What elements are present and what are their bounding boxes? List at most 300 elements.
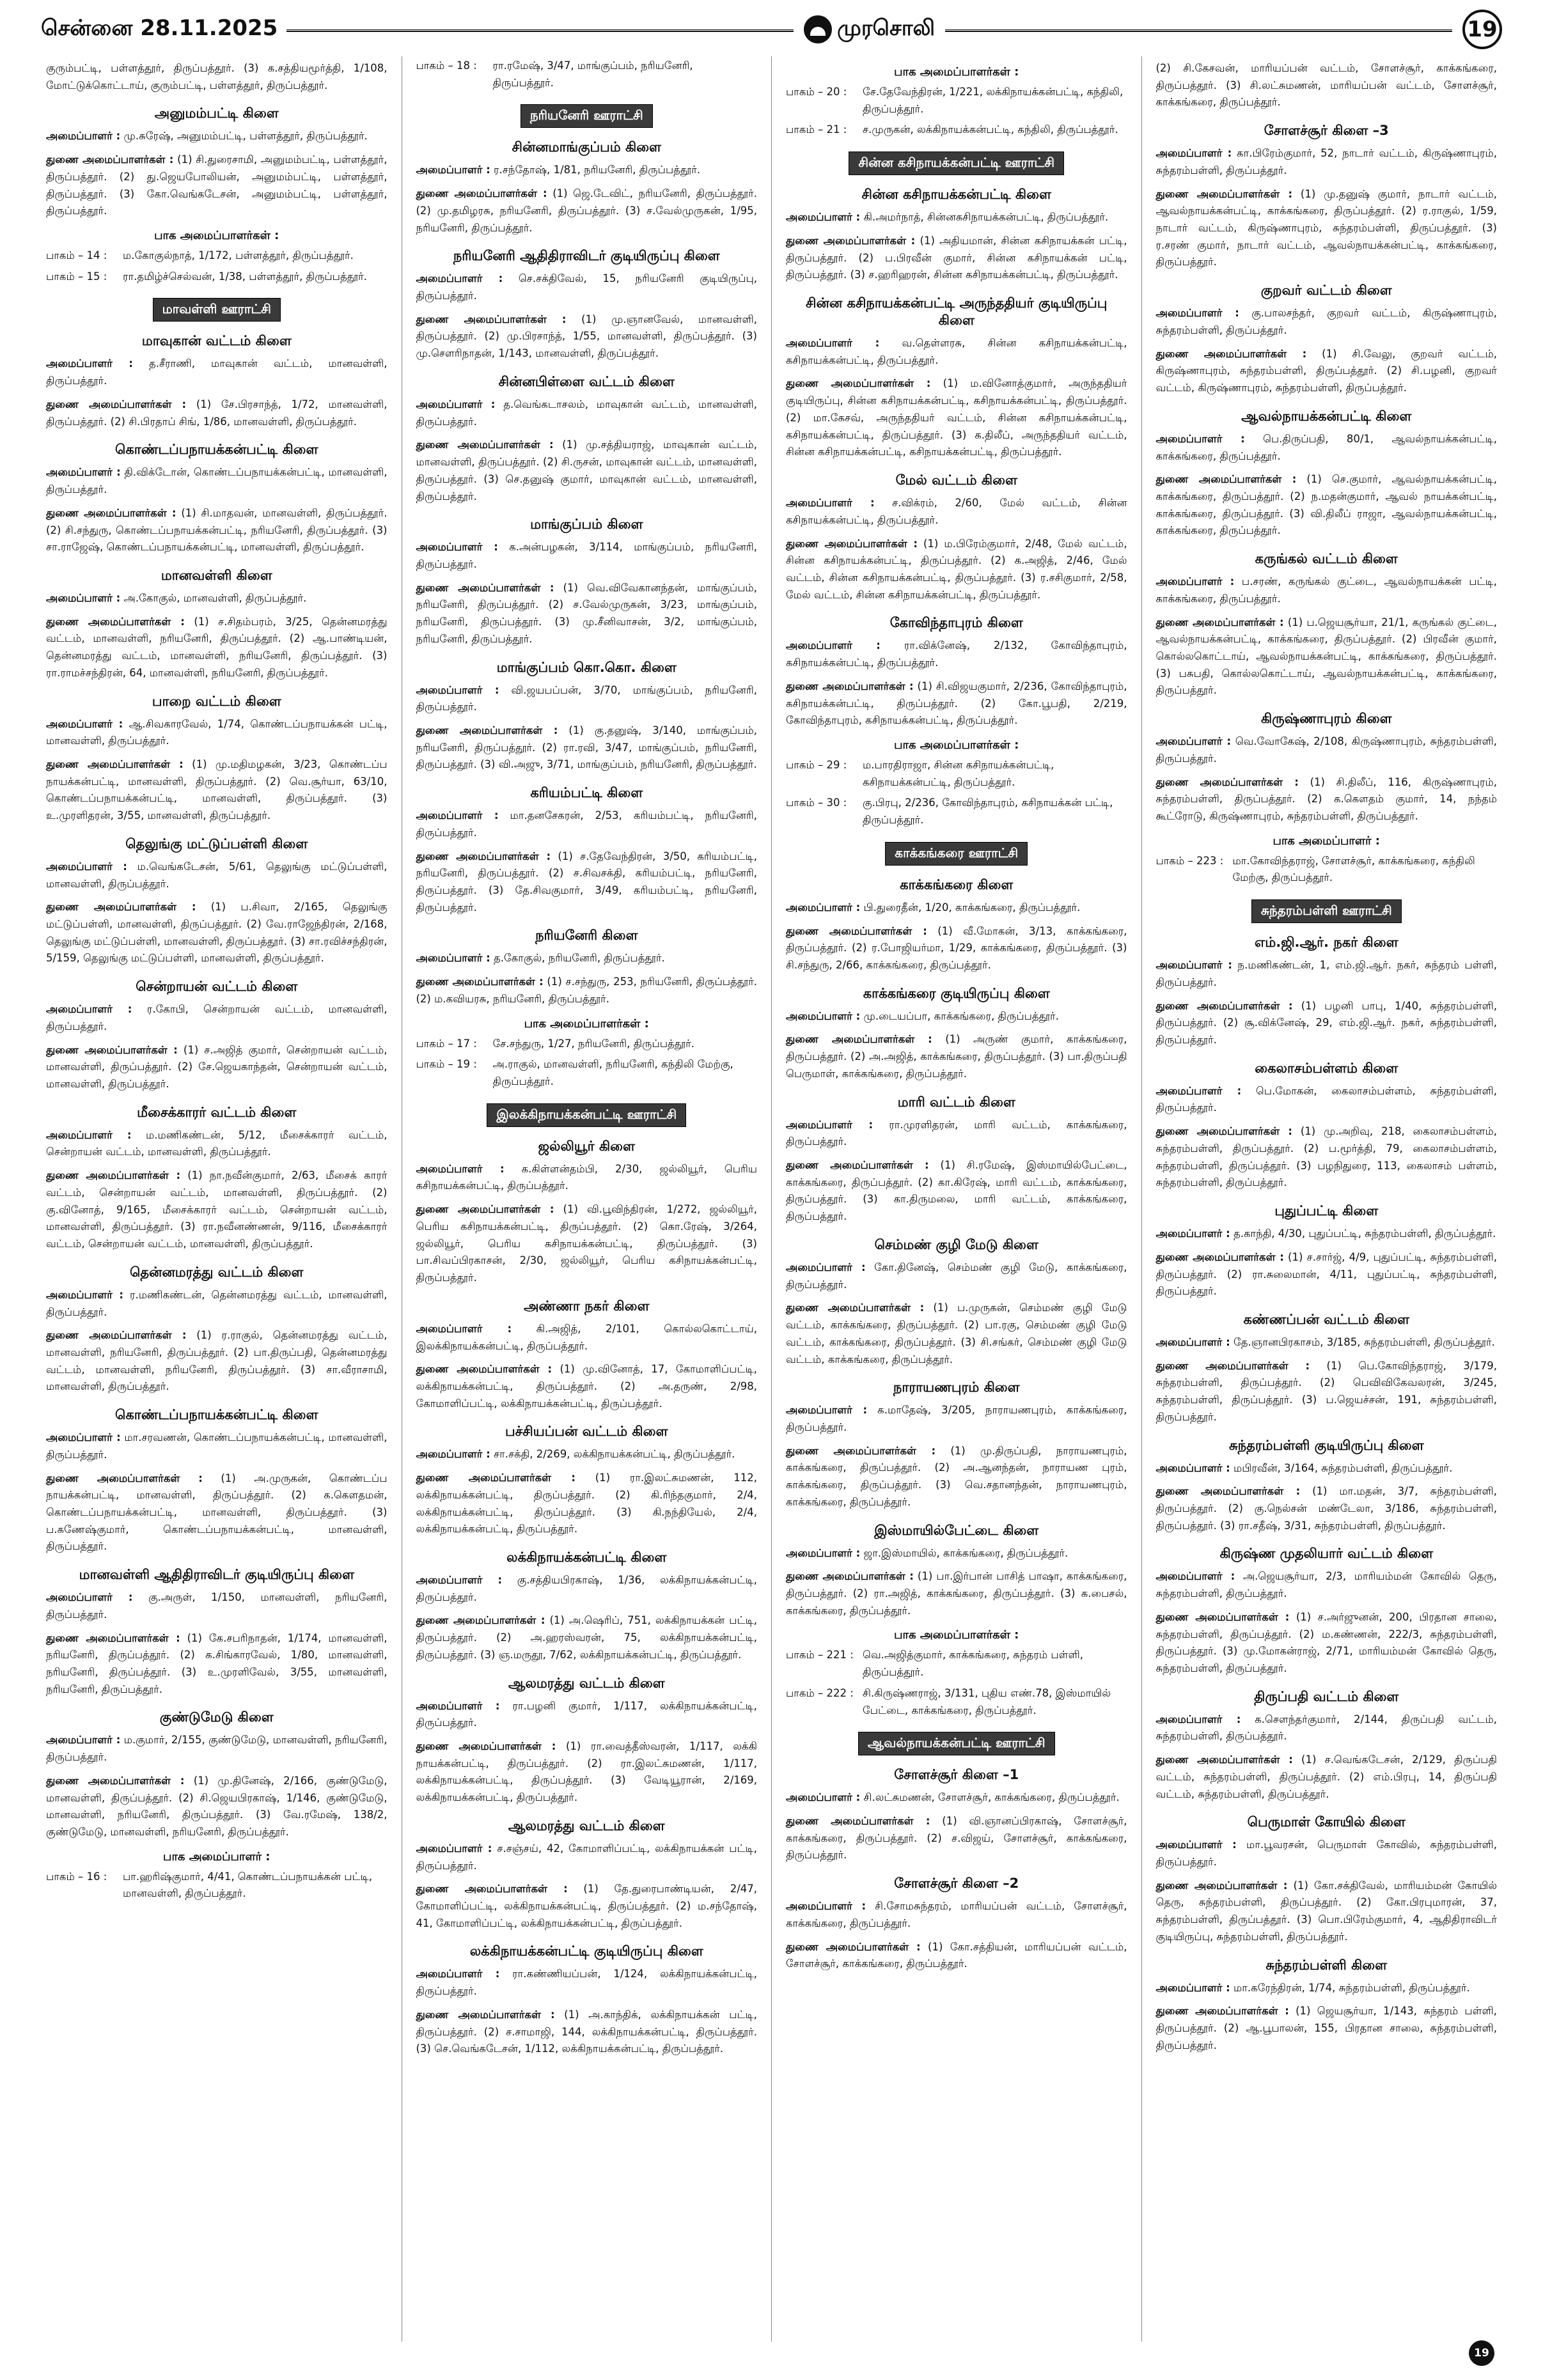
member-details: (1) அருண் குமார், காக்கங்கரை, திருப்பத்தூர். (2) அ.அஜித், காக்கங்கரை, திருப்பத்தூர். (3) பா.திருப்பதி பெருமாள், காக்கங்கரை, திருப்பத்தூர். [786,1033,1127,1080]
member-entry [786,899,1127,917]
role-label: அமைப்பாளர் : [46,1591,133,1604]
part-organizer-name: வெ.அஜித்குமார், காக்கங்கரை, சுந்தரம் பள்ளி, திருப்பத்தூர். [863,1649,1084,1679]
role-label: துணை அமைப்பாளர்கள் : [1155,187,1293,200]
member-entry [786,1898,1127,1932]
member-details: கி.அஜித், 2/101, கொல்லகொட்டாய், இலக்கிநாயக்கன்பட்டி, திருப்பத்தூர். [416,1322,757,1352]
masthead [41,10,1502,49]
role-label: அமைப்பாளர் : [786,211,861,224]
member-details: (1) மு.தினேஷ், 2/166, குண்டுமேடு, மானவள்ளி, திருப்பத்தூர். (2) சி.ஜெயபிரகாஷ், 1/146, குண்டுமேடு, மானவள்ளி, நரியனேரி, திருப்பத்தூர். (3) வே.ரமேஷ், 138/2, குண்டுமேடு, மானவள்ளி, நரியனேரி, திருப்பத்தூர். [46,1774,388,1839]
member-entry [416,2007,758,2058]
member-entry [1156,431,1498,465]
member-details: க.கிள்ளன்தம்பி, 2/30, ஜல்லியூர், பெரிய கசிநாயக்கன்பட்டி, திருப்பத்தூர். [416,1162,757,1192]
role-label: அமைப்பாளர் : [416,1842,492,1855]
member-entry [46,464,388,498]
role-label: அமைப்பாளர் : [1155,735,1232,748]
role-label: துணை அமைப்பாளர்கள் : [46,1169,181,1182]
member-details: (1) அ.முருகன், கொண்டப்ப நாயக்கன்பட்டி, மானவள்ளி, திருப்பத்தூர். (2) க.கௌதமன், கொண்டப்பநாயக்கன்பட்டி, மானவள்ளி, திருப்பத்தூர். (3) ப.கணேஷ்குமார், கொண்டப்பநாயக்கன்பட்டி, மானவள்ளி, திருப்பத்தூர். [46,1472,388,1553]
member-entry [46,1589,388,1623]
role-label: அமைப்பாளர் : [416,1162,505,1175]
role-label: அமைப்பாளர் : [1155,1227,1230,1240]
member-entry [416,1446,758,1463]
member-entry [1156,471,1498,540]
member-entry [416,270,758,304]
role-label: துணை அமைப்பாளர்கள் : [786,234,916,247]
member-entry [46,355,388,389]
part-number: பாகம் – 14 : [46,249,107,262]
part-organizer-row [786,1685,1127,1719]
member-entry [786,1157,1127,1225]
member-details: குரும்பட்டி, பள்ளத்தூர், திருப்பத்தூர். (3) க.சத்தியமூர்த்தி, 1/108, மோட்டுக்கொட்டாய், குரும்பட்டி, பள்ளத்தூர், திருப்பத்தூர். [46,62,388,91]
branch-heading: ஜல்லியூர் கிளை [538,1138,635,1154]
member-entry [786,335,1127,369]
branch-heading: இஸ்மாயில்பேட்டை கிளை [874,1522,1039,1538]
member-details: தே.ஞானபிரகாசம், 3/185, சுந்தரம்பள்ளி, திருப்பத்தூர். [1234,1335,1495,1348]
role-label: துணை அமைப்பாளர்கள் : [786,1033,932,1046]
member-details: (1) மு.வினோத், 17, கோமாளிப்பட்டி, லக்கிநாயக்கன்பட்டி, திருப்பத்தூர். (2) அ.தருண், 2/98, கோமாளிப்பட்டி, லக்கிநாயக்கன்பட்டி, திருப்பத்தூர். [416,1363,757,1410]
part-organizers-heading: பாக அமைப்பாளர்கள் : [894,65,1019,79]
role-label: துணை அமைப்பாளர்கள் : [1155,347,1307,360]
part-organizer-name: அ.ராகுல், மானவள்ளி, நரியனேரி, கந்திலி மேற்கு, திருப்பத்தூர். [492,1058,733,1088]
member-entry [786,1259,1127,1293]
member-entry [1156,1123,1498,1192]
member-details: (1) ப.முருகன், செம்மண் குழி மேடு வட்டம், காக்கங்கரை, திருப்பத்தூர். (2) பா.ரகு, செம்மண் குழி மேடு வட்டம், காக்கங்கரை, திருப்பத்தூர். (3) சி.சங்கர், செம்மண் குழி மேடு வட்டம், காக்கங்கரை, திருப்பத்தூர். [786,1302,1127,1365]
city-date: சென்னை 28.11.2025 [41,15,278,41]
branch-heading: மாரி வட்டம் கிளை [897,1094,1015,1110]
role-label: துணை அமைப்பாளர்கள் : [1155,1610,1290,1623]
branch-heading: மாங்குப்பம் கொ.கொ. கிளை [496,659,677,675]
member-details: ச.விக்ரம், 2/60, மேல் வட்டம், சின்ன கசிநாயக்கன்பட்டி, திருப்பத்தூர். [786,497,1127,526]
part-number: பாகம் – 20 : [786,86,847,98]
branch-heading: மானவள்ளி ஆதிதிராவிடர் குடியிருப்பு கிளை [79,1567,354,1583]
part-organizer-name: ரா.தமிழ்ச்செல்வன், 1/38, பள்ளத்தூர், திருப்பத்தூர். [123,270,367,283]
part-number: பாகம் – 19 : [416,1058,477,1071]
member-details: (1) கோ.சத்தியன், மாரியப்பன் வட்டம், சோளச்சூர், காக்கங்கரை, திருப்பத்தூர். [786,1940,1127,1970]
role-label: அமைப்பாளர் : [1155,147,1232,160]
member-details: வெ.வோகேஷ், 2/108, கிருஷ்ணாபுரம், சுந்தரம்பள்ளி, திருப்பத்தூர். [1155,735,1498,765]
role-label: துணை அமைப்பாளர்கள் : [46,615,185,628]
branch-heading: அனுமம்பட்டி கிளை [154,105,279,121]
role-label: துணை அமைப்பாளர்கள் : [1155,1879,1288,1892]
member-details: (1) ச.சார்ஜ், 4/9, புதுப்பட்டி, சுந்தரம்பள்ளி, திருப்பத்தூர். (2) ரா.சுலைமான், 4/11, புதுப்பட்டி, சுந்தரம்பள்ளி, திருப்பத்தூர். [1155,1250,1497,1298]
role-label: அமைப்பாளர் : [786,901,861,914]
branch-heading: அண்ணா நகர் கிளை [524,1298,650,1314]
branch-heading: குண்டுமேடு கிளை [159,1709,274,1725]
member-entry [1156,1483,1498,1534]
panchayat-heading: ஆவல்நாயக்கன்பட்டி ஊராட்சி [858,1732,1055,1755]
part-organizer-name: சே.சந்துரு, 1/27, நரியனேரி, திருப்பத்தூர். [492,1037,695,1050]
part-organizer-name: ரா.ரமேஷ், 3/47, மாங்குப்பம், நரியனேரி, திருப்பத்தூர். [492,59,693,89]
page-number-badge: 19 [1462,10,1502,49]
member-details: (1) அ.காந்திக், லக்கிநாயக்கன் பட்டி, திருப்பத்தூர். (2) ச.சாமாஜி, 144, லக்கிநாயக்கன்பட்டி, திருப்பத்தூர். (3) செ.வெங்கடேசன், 1/112, லக்கிநாயக்கன்பட்டி, திருப்பத்தூர். [416,2008,757,2055]
member-entry [46,1001,388,1035]
member-entry [46,1732,388,1766]
member-entry [1156,573,1498,607]
part-number: பாகம் – 29 : [786,758,847,771]
member-entry [416,1572,758,1606]
member-entry [1156,2003,1498,2054]
member-details: (1) சே.பிரசாந்த், 1/72, மானவள்ளி, திருப்பத்தூர். (2) சி.பிரதாப் சிங், 1/86, மானவள்ளி, திருப்பத்தூர். [46,398,388,428]
role-label: அமைப்பாளர் : [786,337,880,350]
branch-heading: சின்னபிள்ளை வட்டம் கிளை [498,373,675,389]
member-entry [416,1966,758,2000]
member-details: (2) சி.கேசவன், மாரியப்பன் வட்டம், சோளச்சூர், காக்கங்கரை, திருப்பத்தூர். (3) சி.லட்சுமணன், மாரியப்பன் வட்டம், சோளச்சூர், காக்கங்கரை, திருப்பத்தூர். [1155,62,1497,109]
member-details: (1) கோ.சக்திவேல், மாரியம்மன் கோயில் தெரு, சுந்தரம்பள்ளி, திருப்பத்தூர். (2) கோ.பிரபுமாரன், 37, சுந்தரம்பள்ளி, திருப்பத்தூர். (3) பொ.பிரேம்குமார், 4, ஆதிதிராவிடர் குடியிருப்பு, சுந்தரம்பள்ளி, திருப்பத்தூர். [1155,1879,1497,1943]
member-entry [1156,614,1498,700]
role-label: அமைப்பாளர் : [786,1404,868,1417]
role-label: துணை அமைப்பாளர்கள் : [416,187,547,200]
part-number: பாகம் – 222 : [786,1686,854,1699]
member-entry [46,716,388,750]
part-organizer-row [416,58,758,91]
member-entry [46,1429,388,1463]
part-organizer-row [46,1869,388,1902]
branch-heading: பெருமாள் கோயில் கிளை [1247,1814,1406,1830]
branch-heading: மாவுகான் வட்டம் கிளை [141,333,292,349]
role-label: அமைப்பாளர் : [1155,1570,1235,1583]
member-details: செ.சக்திவேல், 15, நரியனேரி குடியிருப்பு, திருப்பத்தூர். [416,272,757,302]
member-details: ரா.கண்ணியப்பன், 1/124, லக்கிநாயக்கன்பட்டி, திருப்பத்தூர். [416,1968,757,1998]
member-details: (1) மு.மதிமழகன், 3/23, கொண்டப்ப நாயக்கன்பட்டி, மானவள்ளி, திருப்பத்தூர். (2) வெ.சூர்யா, 63/10, கொண்டப்பநாயக்கன்பட்டி, மானவள்ளி, திருப்பத்தூர். (3) உ.முரளிதரன், 3/55, மானவள்ளி, திருப்பத்தூர். [46,758,388,822]
role-label: அமைப்பாளர் : [416,541,498,554]
panchayat-heading: மாவள்ளி ஊராட்சி [153,298,281,322]
member-entry [1156,1752,1498,1803]
role-label: துணை அமைப்பாளர்கள் : [416,1472,576,1484]
member-entry [416,722,758,774]
role-label: அமைப்பாளர் : [46,1128,132,1141]
member-details: (1) சி.ரமேஷ், இஸ்மாயில்பேட்டை, காக்கங்கரை, திருப்பத்தூர். (2) கா.கிரேஷ், மாரி வட்டம், காக்கங்கரை, திருப்பத்தூர். (3) கா.திருமலை, மாரி வட்டம், காக்கங்கரை, திருப்பத்தூர். [786,1159,1127,1223]
member-entry [1156,145,1498,179]
member-details: (1) ச.சிதம்பரம், 3/25, தென்னமரத்து வட்டம், மானவள்ளி, நரியனேரி, திருப்பத்தூர். (2) ஆ.பாண்டியன், தென்னமரத்து வட்டம், மானவள்ளி, நரியனேரி, திருப்பத்தூர். (3) ரா.ராமச்சந்திரன், 64, மானவள்ளி, நரியனேரி, திருப்பத்தூர். [46,615,388,679]
role-label: துணை அமைப்பாளர்கள் : [416,313,567,325]
member-details: (1) ரா.வைத்தீஸ்வரன், 1/117, லக்கி நாயக்கன்பட்டி, திருப்பத்தூர். (2) ரா.இலட்சுமணன், 1/117, லக்கிநாயக்கன்பட்டி, திருப்பத்தூர். (3) வேடியூரான், 2/169, லக்கிநாயக்கன்பட்டி, திருப்பத்தூர். [416,1740,757,1804]
part-organizer-name: சி.கிருஷ்ணராஜ், 3/131, புதிய எண்.78, இஸ்மாயில் பேட்டை, காக்கங்கரை, திருப்பத்தூர். [863,1686,1111,1716]
role-label: துணை அமைப்பாளர்கள் : [1155,616,1284,628]
member-entry [416,1470,758,1538]
part-organizer-name: ச.முருகன், லக்கிநாயக்கன்பட்டி, கந்திலி, திருப்பத்தூர். [863,123,1118,136]
branch-heading: ஆலமரத்து வட்டம் கிளை [508,1675,665,1691]
member-details: (1) சி.விஜயகுமார், 2/236, கோவிந்தாபுரம், கசிநாயக்கன்பட்டி, திருப்பத்தூர். (2) கோ.பூபதி, 2/219, கோவிந்தாபுரம், கசிநாயக்கன்பட்டி, திருப்பத்தூர். [786,680,1127,727]
part-organizer-row [786,84,1127,118]
member-details: மு.டையப்பா, காக்கங்கரை, திருப்பத்தூர். [863,1009,1059,1022]
role-label: துணை அமைப்பாளர்கள் : [416,2008,555,2021]
role-label: துணை அமைப்பாளர்கள் : [416,439,554,451]
member-details: (1) வி.ஞானப்பிரகாஷ், சோளச்சூர், காக்கங்கரை, திருப்பத்தூர். (2) ச.விஜய், சோளச்சூர், காக்கங்கரை, திருப்பத்தூர். [786,1815,1127,1862]
member-entry [786,923,1127,974]
member-entry [416,1881,758,1932]
masthead-rule-left [286,29,794,32]
branch-heading: திருப்பதி வட்டம் கிளை [1254,1688,1399,1704]
column-4 [1141,56,1503,2342]
role-label: அமைப்பாளர் : [416,1448,490,1461]
member-entry [1156,1609,1498,1677]
role-label: அமைப்பாளர் : [1155,1839,1237,1851]
part-organizer-row [46,247,388,265]
member-details: (1) ம.வினோத்குமார், அருந்ததியர் குடியிருப்பு, சின்ன கசிநாயக்கன்பட்டி, கசிநாயக்கன்பட்டி, திருப்பத்தூர். (2) மா.கேசவ், அருந்ததியர் வட்டம், சின்ன கசிநாயக்கன்பட்டி, கசிநாயக்கன்பட்டி, திருப்பத்தூர். (3) க.திலீப், அருந்ததியர் வட்டம், சின்ன கசிநாயக்கன்பட்டி, கசிநாயக்கன்பட்டி, திருப்பத்தூர். [786,377,1127,458]
member-entry [1156,346,1498,397]
member-details: கோ.தினேஷ், செம்மண் குழி மேடு, காக்கங்கரை, திருப்பத்தூர். [786,1261,1127,1291]
member-details: ம.வெங்கடேசன், 5/61, தெலுங்கு மட்டுப்பள்ளி, மானவள்ளி, திருப்பத்தூர். [46,860,388,890]
role-label: துணை அமைப்பாளர்கள் : [1155,1359,1310,1372]
part-organizer-name: ம.பாரதிராஜா, சின்ன கசிநாயக்கன்பட்டி, கசிநாயக்கன்பட்டி, திருப்பத்தூர். [863,758,1054,788]
branch-heading: தெலுங்கு மட்டுப்பள்ளி கிளை [125,836,308,852]
member-details: அ.ஜெயசூர்யா, 2/3, மாரியம்மன் கோவில் தெரு, சுந்தரம்பள்ளி, திருப்பத்தூர். [1155,1570,1497,1600]
branch-heading: கொண்டப்பநாயக்கன்பட்டி கிளை [114,1407,318,1423]
sun-logo-icon [804,15,832,43]
member-entry [416,185,758,237]
member-entry [46,590,388,607]
branch-heading: ஆவல்நாயக்கன்பட்டி கிளை [1241,408,1412,424]
member-details: (1) ரா.இலட்சுமணன், 112, லக்கிநாயக்கன்பட்டி, திருப்பத்தூர். (2) கி.ரிந்தகுமார், 2/4, லக்கிநாயக்கன்பட்டி, திருப்பத்தூர். (3) கி.நந்தியேல், 2/4, லக்கிநாயக்கன்பட்டி, திருப்பத்தூர். [416,1472,757,1536]
role-label: அமைப்பாளர் : [46,466,121,479]
branch-heading: ஆலமரத்து வட்டம் கிளை [508,1817,665,1833]
member-details: (1) செ.குமார், ஆவல்நாயக்கன்பட்டி, காக்கங்கரை, திருப்பத்தூர். (2) ந.மதன்குமார், ஆவல் நாயக்கன்பட்டி, காக்கங்கரை, திருப்பத்தூர். (3) வி.திலீப் ராஜா, ஆவல்நாயக்கன்பட்டி, காக்கங்கரை, திருப்பத்தூர். [1155,473,1497,537]
part-number: பாகம் – 18 : [416,59,477,72]
member-entry [1156,1837,1498,1871]
role-label: அமைப்பாளர் : [416,1322,512,1335]
role-label: அமைப்பாளர் : [1155,959,1233,972]
branch-heading: எம்.ஜி.ஆர். நகர் கிளை [1254,935,1398,951]
role-label: அமைப்பாளர் : [1155,307,1239,320]
member-entry [46,1127,388,1161]
member-entry [416,580,758,648]
branch-heading: மேல் வட்டம் கிளை [895,472,1017,488]
member-entry [416,1201,758,1287]
role-label: துணை அமைப்பாளர்கள் : [46,506,176,519]
role-label: அமைப்பாளர் : [46,1734,121,1746]
branch-heading: கோவிந்தாபுரம் கிளை [889,615,1023,631]
member-details: (1) தே.துரைபாண்டியன், 2/47, கோமாளிப்பட்டி, லக்கிநாயக்கன்பட்டி, திருப்பத்தூர். (2) ம.சந்தோஷ், 41, கோமாளிப்பட்டி, லக்கிநாயக்கன்பட்டி, திருப்பத்தூர். [416,1883,758,1929]
member-details: கு.பாலசந்தர், குறவர் வட்டம், கிருஷ்ணாபுரம், சுந்தரம்பள்ளி, திருப்பத்தூர். [1155,307,1497,336]
role-label: அமைப்பாளர் : [416,1699,500,1712]
member-details: க.சௌந்தர்குமார், 2/144, திருப்பதி வட்டம், சுந்தரம்பள்ளி, திருப்பத்தூர். [1155,1713,1497,1743]
member-details: த.கோகுல், நரியனேரி, திருப்பத்தூர். [494,952,665,965]
role-label: துணை அமைப்பாளர்கள் : [416,1740,556,1752]
member-entry [416,950,758,967]
member-details: பெ.திருப்பதி, 80/1, ஆவல்நாயக்கன்பட்டி, காக்கங்கரை, திருப்பத்தூர். [1155,432,1497,462]
role-label: துணை அமைப்பாளர்கள் : [1155,473,1297,486]
member-details: (1) ச.அஜித் குமார், சென்றாயன் வட்டம், மானவள்ளி, திருப்பத்தூர். (2) சே.ஜெயகாந்தன், சென்றாயன் வட்டம், மானவள்ளி, திருப்பத்தூர். [46,1043,388,1091]
member-entry [786,536,1127,604]
member-entry [416,1612,758,1663]
member-entry [416,1321,758,1355]
member-entry [786,1117,1127,1151]
role-label: துணை அமைப்பாளர்கள் : [1155,1125,1292,1138]
member-entry [46,1773,388,1841]
role-label: அமைப்பாளர் : [416,683,499,696]
panchayat-heading: சின்ன கசிநாயக்கன்பட்டி ஊராட்சி [849,152,1064,175]
member-details: (1) பெ.கோவிந்தராஜ், 3/179, சுந்தரம்பள்ளி, திருப்பத்தூர். (2) பெவிவிகேவலரன், 3/245, சுந்தரம்பள்ளி, திருப்பத்தூர். (3) ப.ஜெயச்சன், 191, சுந்தரம்பள்ளி, திருப்பத்தூர். [1155,1359,1497,1423]
branch-heading: நரியனேரி ஆதிதிராவிடர் குடியிருப்பு கிளை [453,248,720,264]
part-organizer-name: ம.கோகுல்நாத், 1/172, பள்ளத்தூர், திருப்பத்தூர். [123,249,354,262]
role-label: துணை அமைப்பாளர்கள் : [786,1940,921,1953]
panchayat-heading: நரியனேரி ஊராட்சி [521,104,653,128]
member-entry [46,1042,388,1093]
member-entry [786,1568,1127,1619]
member-entry [1156,305,1498,339]
branch-heading: கிருஷ்ண முதலியார் வட்டம் கிளை [1219,1546,1434,1562]
branch-heading: மாங்குப்பம் கிளை [530,517,643,533]
branch-heading: காக்கங்கரை குடியிருப்பு கிளை [863,985,1050,1001]
member-entry [46,152,388,220]
member-entry [1156,1711,1498,1745]
member-entry [416,682,758,716]
member-details: (1) ச.தேவேந்திரன், 3/50, கரியம்பட்டி, நரியனேரி, திருப்பத்தூர். (2) ச.சிவசக்தி, கரியம்பட்டி, நரியனேரி, திருப்பத்தூர். (3) தே.சிவகுமார், 3/49, கரியம்பட்டி, நரியனேரி, திருப்பத்தூர். [416,850,757,914]
panchayat-heading: காக்கங்கரை ஊராட்சி [885,842,1028,866]
part-organizer-row [786,1647,1127,1681]
member-details: க.அன்பழகன், 3/114, மாங்குப்பம், நரியனேரி, திருப்பத்தூர். [416,541,758,570]
member-details: (1) ப.சிவா, 2/165, தெலுங்கு மட்டுப்பள்ளி, மானவள்ளி, திருப்பத்தூர். (2) வே.ராஜேந்திரன், 2/168, தெலுங்கு மட்டுப்பள்ளி, மானவள்ளி, திருப்பத்தூர். (3) சா.ரவிச்சந்திரன், 5/159, தெலுங்கு மட்டுப்பள்ளி, மானவள்ளி, திருப்பத்தூர். [46,901,388,965]
branch-heading: கைலாசம்பள்ளம் கிளை [1255,1060,1398,1076]
role-label: அமைப்பாளர் : [46,1431,121,1444]
role-label: துணை அமைப்பாளர்கள் : [786,1570,914,1583]
role-label: அமைப்பாளர் : [786,1791,861,1804]
member-details: (1) மு.அறிவு, 218, கைலாசம்பள்ளம், சுந்தரம்பள்ளி, திருப்பத்தூர். (2) ப.மூர்த்தி, 79, கைலாசம்பள்ளம், சுந்தரம்பள்ளி, திருப்பத்தூர். (3) பழநிதுரை, 113, கைலாசம் பள்ளம், சுந்தரம்பள்ளி, திருப்பத்தூர். [1155,1125,1497,1189]
member-details: சா.சக்தி, 2/269, லக்கிநாயக்கன்பட்டி, திருப்பத்தூர். [494,1448,735,1461]
role-label: அமைப்பாளர் : [416,1573,503,1586]
branch-heading: சின்ன கசிநாயக்கன்பட்டி அருந்ததியர் குடியிருப்பு கிளை [806,295,1108,329]
branch-heading: சோளச்சூர் கிளை –2 [894,1876,1019,1892]
role-label: அமைப்பாளர் : [1155,1713,1241,1725]
role-label: அமைப்பாளர் : [1155,1335,1230,1348]
member-details: த.காந்தி, 4/30, புதுப்பட்டி, சுந்தரம்பள்ளி, திருப்பத்தூர். [1234,1227,1496,1240]
member-details: மா.பூவரசன், பெருமாள் கோவில், சுந்தரம்பள்ளி, திருப்பத்தூர். [1155,1839,1497,1869]
brand [794,15,945,43]
member-entry [786,1813,1127,1864]
member-details: (1) மு.சத்தியராஜ், மாவுகான் வட்டம், மானவள்ளி, திருப்பத்தூர். (2) சி.ருசன், மாவுகான் வட்டம், மானவள்ளி, திருப்பத்தூர். (3) செ.தனுஷ் குமார், மாவுகான் வட்டம், மானவள்ளி, திருப்பத்தூர். [416,439,757,502]
member-entry [1156,1225,1498,1243]
branch-heading: பாறை வட்டம் கிளை [152,693,281,709]
member-entry [786,375,1127,461]
member-entry [46,859,388,892]
role-label: துணை அமைப்பாளர்கள் : [786,924,927,937]
member-details: ச.சஞ்சய், 42, கோமாளிப்பட்டி, லக்கிநாயக்கன் பட்டி, திருப்பத்தூர். [416,1842,758,1872]
role-label: துணை அமைப்பாளர்கள் : [416,1203,554,1216]
member-entry [416,396,758,430]
branch-heading: கண்ணப்பன் வட்டம் கிளை [1243,1311,1410,1327]
member-entry [46,396,388,430]
member-entry [786,495,1127,529]
part-organizer-name: பா.ஹரிஷ்குமார், 4/41, கொண்டப்பநாயக்கன் பட்டி, மானவள்ளி, திருப்பத்தூர். [123,1870,373,1900]
member-entry [46,614,388,682]
role-label: துணை அமைப்பாளர்கள் : [46,153,174,166]
member-entry [786,637,1127,671]
member-details: (1) மு.திருப்பதி, நாராயணபுரம், காக்கங்கரை, திருப்பத்தூர். (2) அ.ஆனந்தன், நாராயண புரம், காக்கங்கரை, திருப்பத்தூர். (3) வெ.சதானந்தன், நாராயணபுரம், காக்கங்கரை, திருப்பத்தூர். [786,1444,1127,1508]
part-number: பாகம் – 16 : [46,1870,107,1883]
member-entry [46,1287,388,1321]
member-details: ஆ.சிவகாரவேல், 1/74, கொண்டப்பநாயக்கன் பட்டி, மானவள்ளி, திருப்பத்தூர். [46,717,388,747]
part-organizers-heading: பாக அமைப்பாளர்கள் : [524,1016,649,1031]
role-label: அமைப்பாளர் : [416,398,496,410]
part-organizer-row [1156,853,1498,887]
role-label: துணை அமைப்பாளர்கள் : [1155,1754,1293,1766]
member-entry [46,505,388,556]
branch-heading: கொண்டப்பநாயக்கன்பட்டி கிளை [114,442,318,458]
member-details: ரா.முரளிதரன், மாரி வட்டம், காக்கங்கரை, திருப்பத்தூர். [786,1118,1127,1148]
member-entry [1156,60,1498,111]
role-label: அமைப்பாளர் : [416,952,490,965]
member-entry [416,437,758,505]
column-2 [402,56,772,2342]
role-label: அமைப்பாளர் : [46,130,121,143]
branch-heading: லக்கிநாயக்கன்பட்டி குடியிருப்பு கிளை [469,1943,703,1959]
member-details: கு.சத்தியபிரகாஷ், 1/36, லக்கிநாயக்கன்பட்டி, திருப்பத்தூர். [416,1573,757,1603]
branch-heading: சுந்தரம்பள்ளி கிளை [1265,1957,1388,1973]
member-entry [46,1470,388,1556]
member-details: கா.பிரேம்குமார், 52, நாடார் வட்டம், கிருஷ்ணாபுரம், சுந்தரம்பள்ளி, திருப்பத்தூர். [1155,147,1497,176]
role-label: துணை அமைப்பாளர்கள் : [786,537,918,550]
member-entry [416,1738,758,1807]
role-label: துணை அமைப்பாளர்கள் : [416,1883,568,1895]
member-details: (1) பழனி பாபு, 1/40, சுந்தரம்பள்ளி, திருப்பத்தூர். (2) சூ.விக்னேஷ், 29, எம்.ஜி.ஆர். நகர், சுந்தரம்பள்ளி, திருப்பத்தூர். [1155,999,1498,1046]
member-entry [786,1031,1127,1082]
role-label: துணை அமைப்பாளர்கள் : [46,901,196,914]
part-number: பாகம் – 223 : [1155,854,1224,867]
branch-heading: சின்னமாங்குப்பம் கிளை [512,139,661,155]
branch-heading: கரியம்பட்டி கிளை [530,785,643,801]
member-details: பி.துரைதீன், 1/20, காக்கங்கரை, திருப்பத்தூர். [863,901,1081,914]
member-details: (1) மு.ஞானவேல், மானவள்ளி, திருப்பத்தூர். (2) மு.பிரசாந்த், 1/55, மானவள்ளி, திருப்பத்தூர். (3) மு.சௌரிநாதன், 1/143, மானவள்ளி, திருப்பத்தூர். [416,313,757,360]
member-entry [416,539,758,573]
member-details: (1) சி.வேலு, குறவர் வட்டம், கிருஷ்ணாபுரம், சுந்தரம்பள்ளி, திருப்பத்தூர். (2) சி.பழனி, குறவர் வட்டம், கிருஷ்ணாபுரம், சுந்தரம்பள்ளி, திருப்பத்தூர். [1155,347,1497,394]
member-details: (1) மா.மதன், 3/7, சுந்தரம்பள்ளி, திருப்பத்தூர். (2) கு.நெல்சன் மண்டேலா, 3/186, சுந்தரம்பள்ளி, திருப்பத்தூர். (3) ரா.சதீஷ், 3/31, சுந்தரம்பள்ளி, திருப்பத்தூர். [1155,1485,1497,1532]
member-details: (1) ர.ராகுல், தென்னமரத்து வட்டம், மானவள்ளி, நரியனேரி, திருப்பத்தூர். (2) பா.திருப்பதி, தென்னமரத்து வட்டம், மானவள்ளி, நரியனேரி, திருப்பத்தூர். (3) சா.வீராசாமி, மானவள்ளி, திருப்பத்தூர். [46,1329,388,1393]
role-label: அமைப்பாளர் : [1155,575,1235,588]
member-entry [46,899,388,967]
member-entry [786,209,1127,226]
part-organizers-heading: பாக அமைப்பாளர்கள் : [154,229,279,243]
member-details: (1) ச.வெங்கடேசன், 2/129, திருப்பதி வட்டம், சுந்தரம்பள்ளி, திருப்பத்தூர். (2) எம்.பிரபு, 14, திருப்பதி வட்டம், சுந்தரம்பள்ளி, திருப்பத்தூர். [1155,1754,1497,1800]
member-details: (1) பா.இர்பான் பாசித் பாஷா, காக்கங்கரை, திருப்பத்தூர். (2) ரா.அஜித், காக்கங்கரை, திருப்பத்தூர். (3) க.பைசல், காக்கங்கரை, திருப்பத்தூர். [786,1570,1127,1617]
member-details: அ.கோகுல், மானவள்ளி, திருப்பத்தூர். [123,591,307,604]
part-organizer-row [786,121,1127,139]
role-label: துணை அமைப்பாளர்கள் : [416,581,554,594]
role-label: துணை அமைப்பாளர்கள் : [786,1302,925,1314]
role-label: துணை அமைப்பாளர்கள் : [416,1363,552,1376]
role-label: அமைப்பாளர் : [786,497,875,509]
role-label: அமைப்பாளர் : [786,1261,866,1273]
role-label: துணை அமைப்பாளர்கள் : [786,680,914,692]
member-details: (1) அதியமான், சின்ன கசிநாயக்கன் பட்டி, திருப்பத்தூர். (2) ப.பிரவீன் குமார், சின்ன கசிநாயக்கன் பட்டி, திருப்பத்தூர். (3) ச.ஹரிஹரன், சின்ன கசிநாயக்கன்பட்டி, திருப்பத்தூர். [786,234,1127,281]
member-details: த.வெங்கடாசலம், மாவுகான் வட்டம், மானவள்ளி, திருப்பத்தூர். [416,398,757,428]
branch-heading: புதுப்பட்டி கிளை [1274,1203,1379,1219]
member-entry [416,1161,758,1195]
member-details: (1) ச.அர்ஜுனன், 200, பிரதான சாலை, சுந்தரம்பள்ளி, திருப்பத்தூர். (2) ம.கண்ணன், 222/3, சுந்தரம்பள்ளி, திருப்பத்தூர். (3) மு.மோகன்ராஜ், 2/71, மாரியம்மன் கோவில் தெரு, சுந்தரம்பள்ளி, திருப்பத்தூர். [1155,1610,1497,1674]
branch-heading: லக்கிநாயக்கன்பட்டி கிளை [506,1549,667,1565]
role-label: அமைப்பாளர் : [786,1900,866,1913]
part-organizer-name: சே.தேவேந்திரன், 1/221, லக்கிநாயக்கன்பட்டி, கந்திலி, திருப்பத்தூர். [863,86,1124,115]
role-label: துணை அமைப்பாளர்கள் : [786,1159,929,1172]
role-label: துணை அமைப்பாளர்கள் : [786,377,931,390]
member-entry [1156,1334,1498,1351]
branch-heading: மீசைக்காரர் வட்டம் கிளை [137,1104,297,1120]
member-details: த.சீராணி, மாவுகான் வட்டம், மானவள்ளி, திருப்பத்தூர். [46,357,388,387]
member-entry [1156,1980,1498,1997]
member-entry [416,162,758,179]
member-entry [1156,774,1498,825]
member-entry [1156,1878,1498,1946]
member-details: கி.அமர்நாத், சின்னகசிநாயக்கன்பட்டி, திருப்பத்தூர். [863,211,1109,224]
member-details: (1) நா.நவீன்குமார், 2/63, மீசைக் காரர் வட்டம், சென்றாயன் வட்டம், மானவள்ளி, திருப்பத்தூர். (2) கு.வினோத், 9/165, மீசைக்காரர் வட்டம், சென்றாயன் வட்டம், மானவள்ளி, திருப்பத்தூர். (3) ரா.நவீனண்ணன், 9/116, மீசைக்காரர் வட்டம், சென்றாயன் வட்டம், மானவள்ளி, திருப்பத்தூர். [46,1169,388,1250]
role-label: அமைப்பாளர் : [416,1968,500,1980]
part-organizer-row [416,1056,758,1090]
part-number: பாகம் – 17 : [416,1037,477,1050]
role-label: துணை அமைப்பாளர்கள் : [1155,999,1293,1012]
role-label: அமைப்பாளர் : [46,591,121,604]
article-columns [41,56,1502,2342]
role-label: அமைப்பாளர் : [1155,1084,1242,1097]
role-label: துணை அமைப்பாளர்கள் : [1155,2005,1289,2018]
branch-heading: தென்னமரத்து வட்டம் கிளை [130,1264,304,1280]
